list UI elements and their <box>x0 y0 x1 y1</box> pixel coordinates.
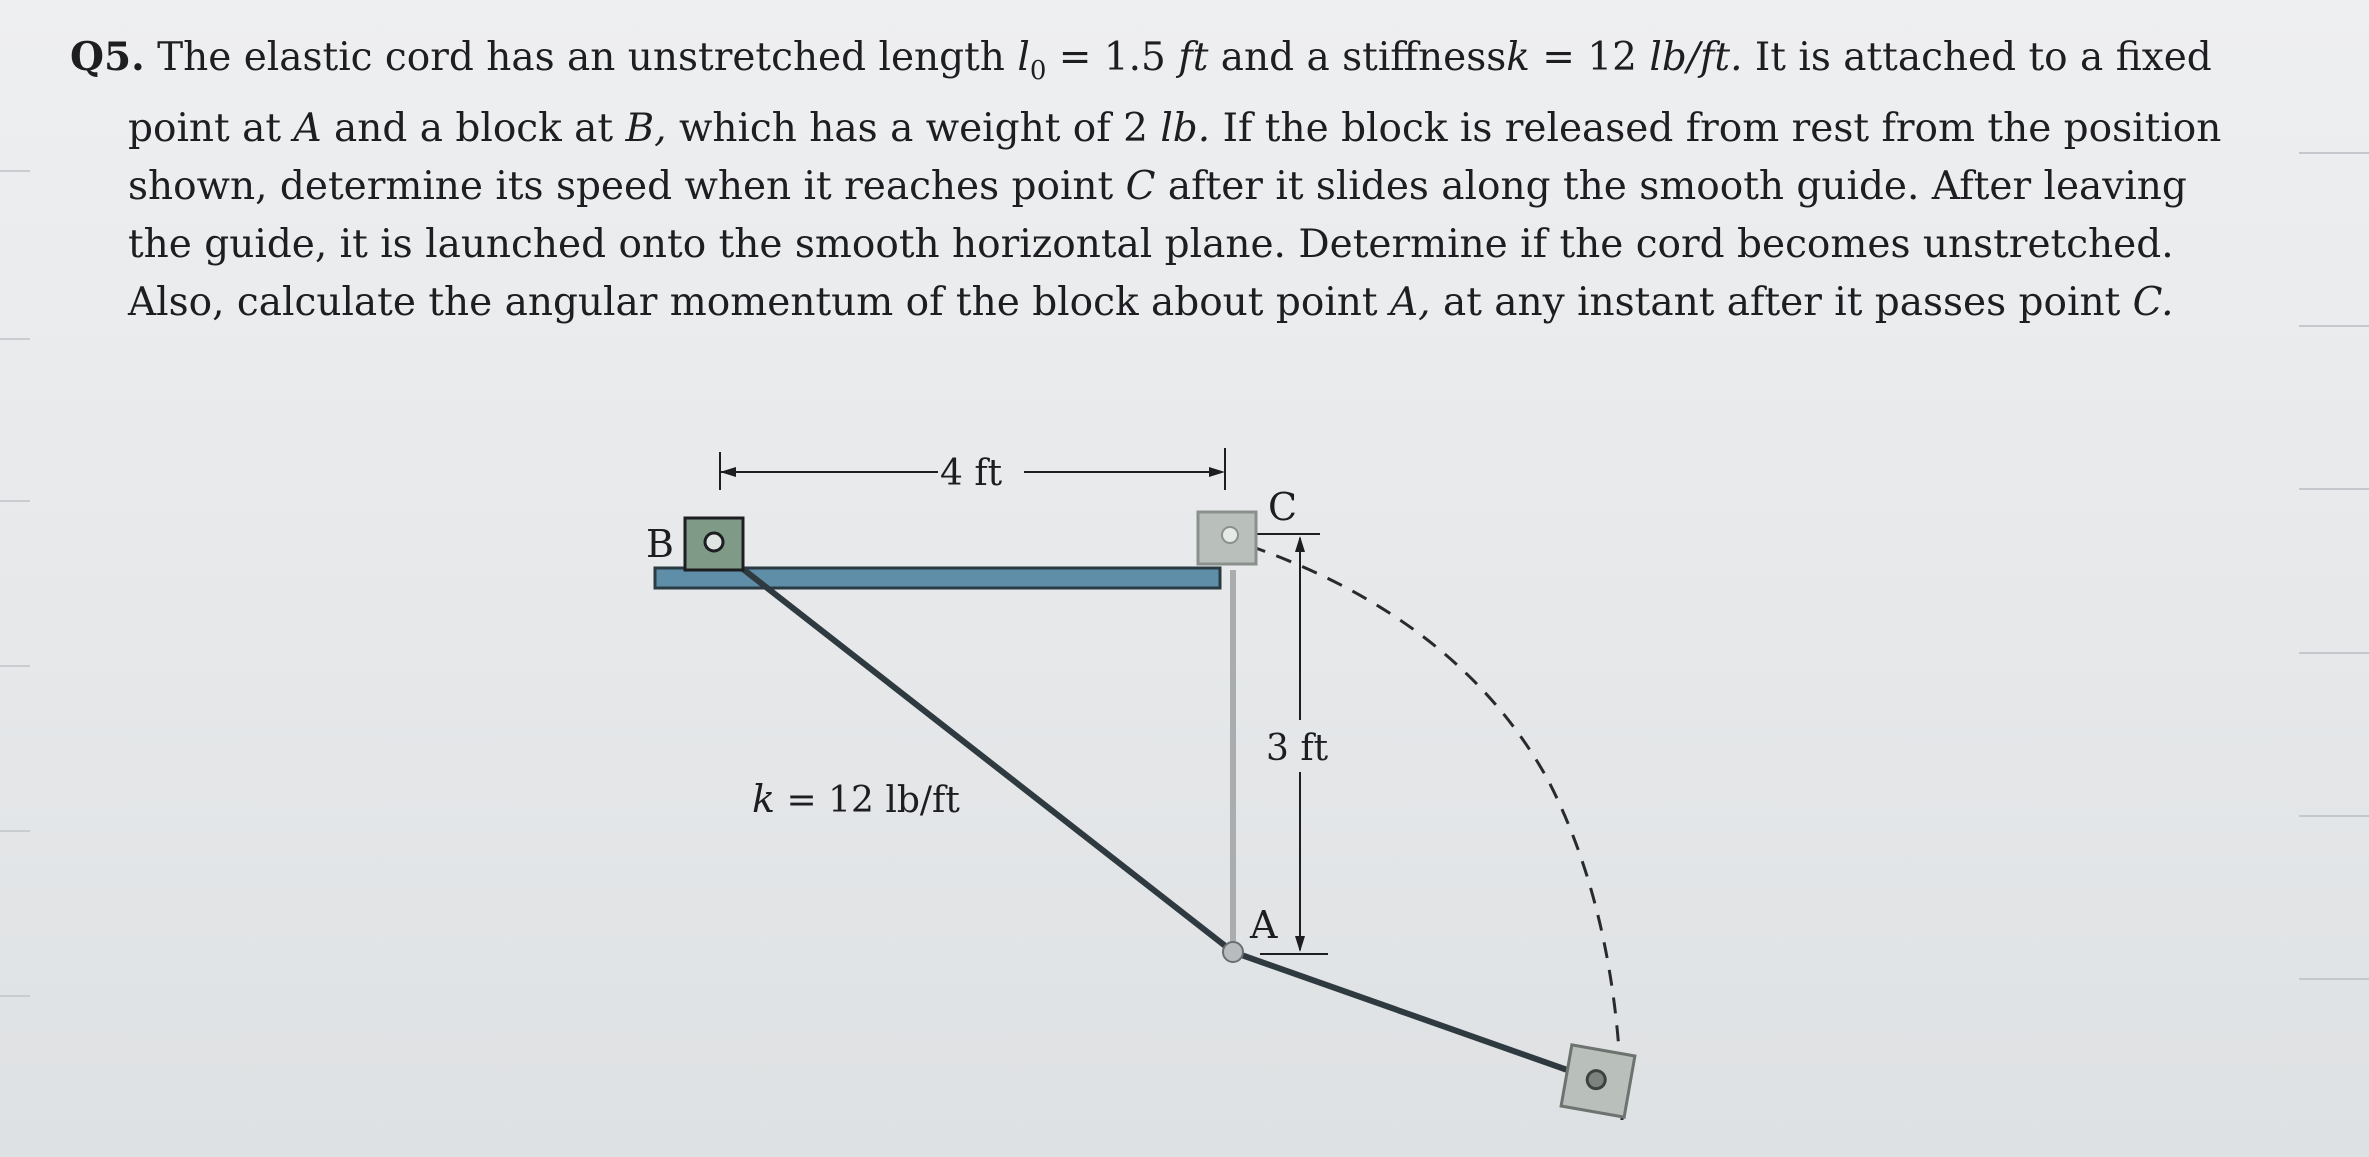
dimension-label-4ft: 4 ft <box>940 453 1003 494</box>
page-rule <box>2299 325 2369 327</box>
problem-text: and a stiffness <box>1208 35 1507 80</box>
page-rule <box>2299 488 2369 490</box>
page-rule <box>0 665 30 667</box>
dimension-arrowhead <box>1209 467 1225 477</box>
page-rule <box>2299 978 2369 980</box>
point-label-A: A <box>1250 903 1278 947</box>
fixed-point-A <box>1223 942 1243 962</box>
block-final <box>1561 1045 1635 1117</box>
question-number: Q5. <box>70 34 145 80</box>
problem-text: If the block is released from rest from the position shown, determine its speed when it reaches point <box>128 105 2222 209</box>
page-rule <box>0 830 30 832</box>
problem-statement <box>70 28 2230 332</box>
problem-text: which has a weight of 2 <box>666 105 1161 151</box>
math-unit: lb. <box>1160 105 1211 151</box>
page-rule <box>2299 152 2369 154</box>
figure-svg <box>600 420 1700 1140</box>
elastic-cord-final <box>1233 952 1590 1078</box>
problem-text: and a block at <box>321 105 626 151</box>
stiffness-label: k = 12 lb/ft <box>752 777 960 821</box>
math-symbol: C. <box>2132 279 2174 325</box>
point-label-C: C <box>1268 485 1298 529</box>
elastic-cord <box>716 548 1233 952</box>
math-symbol: B, <box>625 105 667 151</box>
page-rule <box>0 500 30 502</box>
dimension-arrowhead <box>1295 936 1305 952</box>
block-pin <box>705 533 723 551</box>
dimension-label-3ft: 3 ft <box>1266 728 1329 769</box>
mechanics-figure <box>600 420 1700 1140</box>
dimension-arrowhead <box>1295 536 1305 552</box>
problem-text: The elastic cord has an unstretched length <box>157 35 1018 80</box>
problem-text: = 12 <box>1529 35 1650 80</box>
dimension-arrowhead <box>720 467 736 477</box>
math-unit: ft <box>1178 35 1209 80</box>
math-unit: lb/ft. <box>1649 35 1743 80</box>
page-rule <box>0 338 30 340</box>
problem-text: at any instant after it passes point <box>1430 279 2133 325</box>
math-symbol: k <box>1506 35 1530 80</box>
math-symbol: $l_0$ <box>1017 35 1047 86</box>
page-rule <box>0 995 30 997</box>
page-rule <box>0 170 30 172</box>
problem-text: It is attached to a fixed point at <box>128 35 2212 151</box>
block-pin <box>1222 527 1238 543</box>
math-symbol: A, <box>1389 279 1431 325</box>
trajectory-arc <box>1250 546 1622 1120</box>
math-symbol: C <box>1125 163 1156 209</box>
math-symbol: A <box>293 105 322 151</box>
problem-text: = 1.5 <box>1046 35 1179 80</box>
point-label-B: B <box>646 522 674 566</box>
page-rule <box>2299 815 2369 817</box>
page-rule <box>2299 652 2369 654</box>
problem-text: after it slides along the smooth guide. After leaving the guide, it is launched onto the smooth horizontal plane. Determine if the cord becomes unstretched. Also, calculate the angular momentum of the block about point <box>128 163 2187 325</box>
